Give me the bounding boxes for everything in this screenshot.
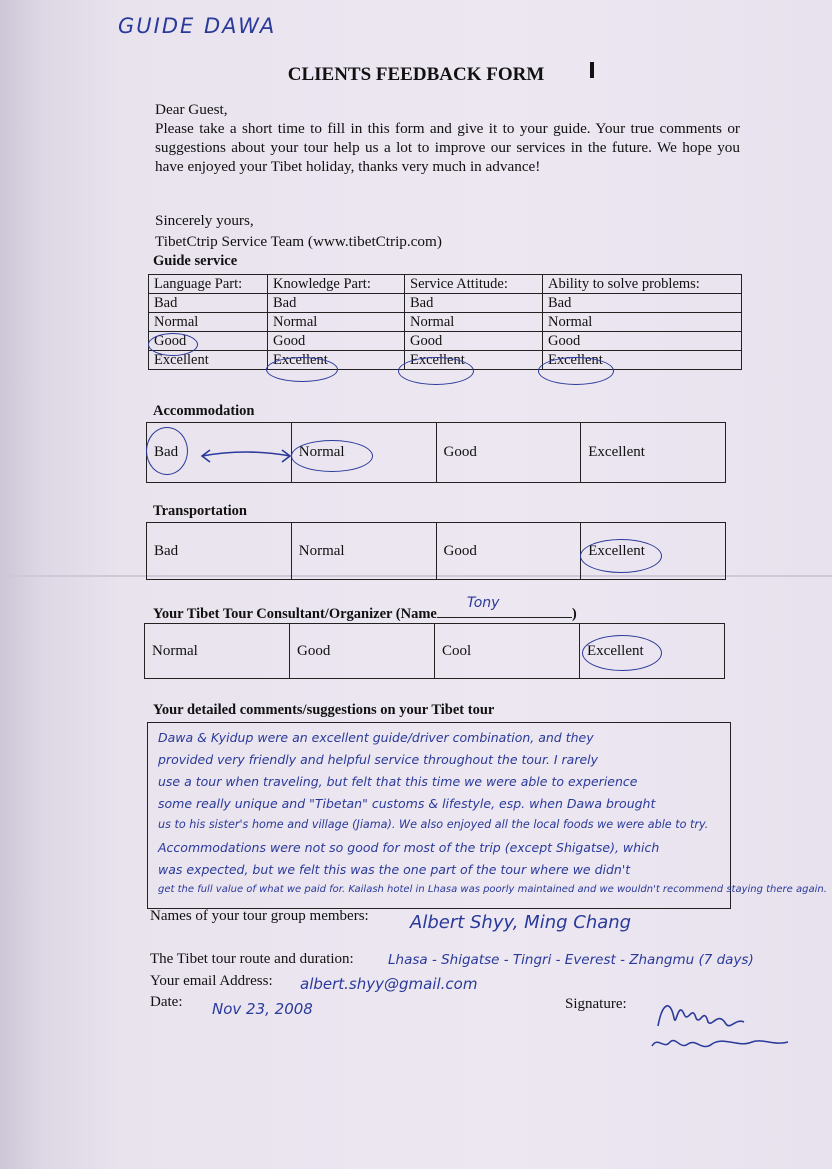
members-label: Names of your tour group members: — [150, 908, 369, 924]
date-label: Date: — [150, 994, 183, 1010]
table-cell: Bad — [268, 294, 405, 313]
table-cell: Bad — [543, 294, 742, 313]
selection-circle — [582, 635, 662, 671]
handwritten-guide-name: GUIDE DAWA — [118, 14, 277, 38]
table-cell: Excellent — [405, 351, 543, 370]
intro-block — [155, 100, 740, 176]
table-cell: Excellent — [149, 351, 268, 370]
option: Normal — [292, 423, 437, 482]
greeting: Dear Guest, — [155, 101, 228, 118]
option: Cool — [435, 624, 580, 678]
selection-circle — [580, 539, 662, 573]
table-cell: Good — [268, 332, 405, 351]
option: Good — [437, 423, 582, 482]
table-cell: Normal — [543, 313, 742, 332]
table-cell: Normal — [405, 313, 543, 332]
comment-line: get the full value of what we paid for. Kailash hotel in Lhasa was poorly maintained and we wouldn't recommend staying there again. — [158, 884, 827, 895]
option: Good — [290, 624, 435, 678]
tick-mark — [590, 62, 594, 78]
intro-text: Please take a short time to fill in this form and give it to your guide. Your true comments or suggestions about your tour help us a lot to improve our services in the future. We hope you have enjoyed your Tibet holiday, thanks very much in advance! — [155, 120, 740, 175]
guide-service-heading: Guide service — [153, 253, 238, 269]
email-value: albert.shyy@gmail.com — [300, 975, 478, 993]
route-value: Lhasa - Shigatse - Tingri - Everest - Zhangmu (7 days) — [388, 952, 754, 968]
option: Normal — [292, 523, 437, 579]
email-label: Your email Address: — [150, 973, 273, 989]
col-header: Ability to solve problems: — [543, 275, 742, 294]
range-arrow — [198, 446, 294, 466]
date-value: Nov 23, 2008 — [212, 1000, 313, 1018]
table-cell: Excellent — [268, 351, 405, 370]
selection-circle — [538, 357, 614, 385]
consultant-close: ) — [571, 606, 577, 622]
comment-line: Accommodations were not so good for most of the trip (except Shigatse), which — [158, 840, 660, 855]
option: Excellent — [587, 642, 644, 659]
option: Excellent — [588, 444, 645, 460]
selection-circle — [266, 357, 338, 382]
selection-circle — [291, 440, 373, 472]
comment-line: use a tour when traveling, but felt that this time we were able to experience — [158, 774, 638, 789]
selection-circle — [398, 357, 474, 385]
table-cell: Normal — [268, 313, 405, 332]
option: Excellent — [588, 542, 645, 559]
comment-line: us to his sister's home and village (Jiama). We also enjoyed all the local foods we were able to try. — [158, 818, 709, 831]
table-cell: Normal — [149, 313, 268, 332]
comments-box — [147, 722, 731, 909]
consultant-name-line — [437, 595, 572, 618]
consultant-label: Your Tibet Tour Consultant/Organizer (Name — [153, 606, 437, 622]
members-value: Albert Shyy, Ming Chang — [410, 912, 632, 933]
sign-off — [155, 210, 442, 252]
route-label: The Tibet tour route and duration: — [150, 951, 354, 967]
option: Normal — [145, 624, 290, 678]
consultant-heading — [153, 595, 577, 623]
comment-line: some really unique and "Tibetan" customs & lifestyle, esp. when Dawa brought — [158, 796, 656, 811]
table-cell: Good — [405, 332, 543, 351]
option: Bad — [147, 423, 292, 482]
table-cell: Bad — [149, 294, 268, 313]
form-title: CLIENTS FEEDBACK FORM — [287, 64, 545, 85]
signature-image — [648, 988, 798, 1060]
comment-line: Dawa & Kyidup were an excellent guide/driver combination, and they — [158, 730, 594, 745]
consultant-name: Tony — [466, 595, 500, 611]
closing: Sincerely yours, — [155, 212, 254, 229]
comment-line: was expected, but we felt this was the one part of the tour where we didn't — [158, 862, 631, 877]
option: Bad — [147, 523, 292, 579]
table-cell: Bad — [405, 294, 543, 313]
selection-circle — [148, 333, 198, 356]
option: Good — [437, 523, 582, 579]
comment-line: provided very friendly and helpful service throughout the tour. I rarely — [158, 752, 599, 767]
table-cell: Excellent — [543, 351, 742, 370]
table-cell: Good — [149, 332, 268, 351]
guide-service-table — [148, 274, 742, 370]
comments-heading: Your detailed comments/suggestions on your Tibet tour — [153, 702, 495, 718]
table-cell: Good — [543, 332, 742, 351]
col-header: Service Attitude: — [405, 275, 543, 294]
col-header: Language Part: — [149, 275, 268, 294]
team-name: TibetCtrip Service Team (www.tibetCtrip.com) — [155, 233, 442, 250]
selection-circle — [146, 427, 188, 475]
accommodation-heading: Accommodation — [153, 403, 255, 419]
signature-label: Signature: — [565, 996, 627, 1012]
transportation-heading: Transportation — [153, 503, 247, 519]
col-header: Knowledge Part: — [268, 275, 405, 294]
